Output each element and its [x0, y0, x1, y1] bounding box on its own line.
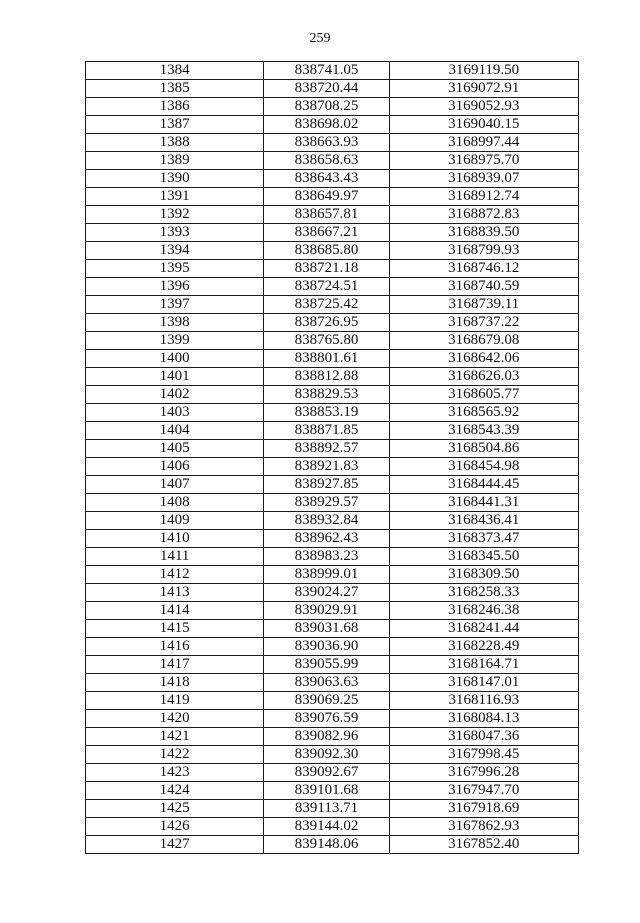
x-coordinate-cell: 838932.84 — [264, 512, 389, 530]
y-coordinate-cell: 3168737.22 — [389, 314, 578, 332]
y-coordinate-cell: 3168047.36 — [389, 728, 578, 746]
y-coordinate-cell: 3168345.50 — [389, 548, 578, 566]
x-coordinate-cell: 838658.63 — [264, 152, 389, 170]
y-coordinate-cell: 3167852.40 — [389, 836, 578, 854]
x-coordinate-cell: 838812.88 — [264, 368, 389, 386]
table-row — [86, 242, 579, 260]
y-coordinate-cell: 3168309.50 — [389, 566, 578, 584]
table-row — [86, 134, 579, 152]
x-coordinate-cell: 838720.44 — [264, 80, 389, 98]
x-coordinate-cell: 838853.19 — [264, 404, 389, 422]
y-coordinate-cell: 3168164.71 — [389, 656, 578, 674]
y-coordinate-cell: 3169072.91 — [389, 80, 578, 98]
x-coordinate-cell: 838663.93 — [264, 134, 389, 152]
table-row — [86, 728, 579, 746]
point-number-cell: 1396 — [86, 278, 264, 296]
y-coordinate-cell: 3168679.08 — [389, 332, 578, 350]
table-row — [86, 710, 579, 728]
point-number-cell: 1424 — [86, 782, 264, 800]
table-row — [86, 548, 579, 566]
table-row — [86, 188, 579, 206]
table-row — [86, 278, 579, 296]
y-coordinate-cell: 3168746.12 — [389, 260, 578, 278]
point-number-cell: 1405 — [86, 440, 264, 458]
table-row — [86, 422, 579, 440]
table-row — [86, 692, 579, 710]
coordinate-table — [85, 61, 579, 854]
y-coordinate-cell: 3168084.13 — [389, 710, 578, 728]
y-coordinate-cell: 3168740.59 — [389, 278, 578, 296]
x-coordinate-cell: 838962.43 — [264, 530, 389, 548]
table-row — [86, 440, 579, 458]
x-coordinate-cell: 839092.30 — [264, 746, 389, 764]
point-number-cell: 1403 — [86, 404, 264, 422]
y-coordinate-cell: 3168241.44 — [389, 620, 578, 638]
x-coordinate-cell: 838999.01 — [264, 566, 389, 584]
point-number-cell: 1398 — [86, 314, 264, 332]
page-number: 259 — [309, 31, 331, 46]
point-number-cell: 1427 — [86, 836, 264, 854]
point-number-cell: 1423 — [86, 764, 264, 782]
point-number-cell: 1421 — [86, 728, 264, 746]
x-coordinate-cell: 839144.02 — [264, 818, 389, 836]
y-coordinate-cell: 3168912.74 — [389, 188, 578, 206]
y-coordinate-cell: 3169119.50 — [389, 62, 578, 80]
x-coordinate-cell: 838726.95 — [264, 314, 389, 332]
point-number-cell: 1388 — [86, 134, 264, 152]
table-row — [86, 800, 579, 818]
x-coordinate-cell: 838871.85 — [264, 422, 389, 440]
y-coordinate-cell: 3168441.31 — [389, 494, 578, 512]
point-number-cell: 1390 — [86, 170, 264, 188]
x-coordinate-cell: 839113.71 — [264, 800, 389, 818]
table-row — [86, 224, 579, 242]
y-coordinate-cell: 3168228.49 — [389, 638, 578, 656]
x-coordinate-cell: 838643.43 — [264, 170, 389, 188]
y-coordinate-cell: 3168543.39 — [389, 422, 578, 440]
y-coordinate-cell: 3167862.93 — [389, 818, 578, 836]
y-coordinate-cell: 3168246.38 — [389, 602, 578, 620]
point-number-cell: 1399 — [86, 332, 264, 350]
y-coordinate-cell: 3168116.93 — [389, 692, 578, 710]
table-row — [86, 116, 579, 134]
table-row — [86, 80, 579, 98]
point-number-cell: 1407 — [86, 476, 264, 494]
x-coordinate-cell: 838801.61 — [264, 350, 389, 368]
table-row — [86, 530, 579, 548]
table-row — [86, 368, 579, 386]
table-row — [86, 494, 579, 512]
table-row — [86, 638, 579, 656]
table-row — [86, 620, 579, 638]
point-number-cell: 1389 — [86, 152, 264, 170]
y-coordinate-cell: 3168147.01 — [389, 674, 578, 692]
y-coordinate-cell: 3168504.86 — [389, 440, 578, 458]
table-row — [86, 332, 579, 350]
y-coordinate-cell: 3167998.45 — [389, 746, 578, 764]
x-coordinate-cell: 838829.53 — [264, 386, 389, 404]
y-coordinate-cell: 3168799.93 — [389, 242, 578, 260]
point-number-cell: 1410 — [86, 530, 264, 548]
point-number-cell: 1417 — [86, 656, 264, 674]
table-row — [86, 818, 579, 836]
x-coordinate-cell: 838765.80 — [264, 332, 389, 350]
point-number-cell: 1401 — [86, 368, 264, 386]
y-coordinate-cell: 3168872.83 — [389, 206, 578, 224]
y-coordinate-cell: 3168436.41 — [389, 512, 578, 530]
x-coordinate-cell: 839029.91 — [264, 602, 389, 620]
table-row — [86, 836, 579, 854]
y-coordinate-cell: 3168642.06 — [389, 350, 578, 368]
x-coordinate-cell: 839076.59 — [264, 710, 389, 728]
x-coordinate-cell: 839024.27 — [264, 584, 389, 602]
x-coordinate-cell: 838892.57 — [264, 440, 389, 458]
table-row — [86, 98, 579, 116]
table-row — [86, 62, 579, 80]
point-number-cell: 1394 — [86, 242, 264, 260]
point-number-cell: 1414 — [86, 602, 264, 620]
table-row — [86, 260, 579, 278]
x-coordinate-cell: 839082.96 — [264, 728, 389, 746]
y-coordinate-cell: 3168454.98 — [389, 458, 578, 476]
y-coordinate-cell: 3168997.44 — [389, 134, 578, 152]
y-coordinate-cell: 3168605.77 — [389, 386, 578, 404]
x-coordinate-cell: 839069.25 — [264, 692, 389, 710]
point-number-cell: 1392 — [86, 206, 264, 224]
point-number-cell: 1393 — [86, 224, 264, 242]
point-number-cell: 1387 — [86, 116, 264, 134]
point-number-cell: 1415 — [86, 620, 264, 638]
y-coordinate-cell: 3169040.15 — [389, 116, 578, 134]
table-row — [86, 350, 579, 368]
x-coordinate-cell: 839063.63 — [264, 674, 389, 692]
x-coordinate-cell: 839092.67 — [264, 764, 389, 782]
table-row — [86, 764, 579, 782]
y-coordinate-cell: 3168444.45 — [389, 476, 578, 494]
y-coordinate-cell: 3168373.47 — [389, 530, 578, 548]
y-coordinate-cell: 3168739.11 — [389, 296, 578, 314]
point-number-cell: 1408 — [86, 494, 264, 512]
x-coordinate-cell: 838649.97 — [264, 188, 389, 206]
point-number-cell: 1418 — [86, 674, 264, 692]
table-row — [86, 602, 579, 620]
point-number-cell: 1395 — [86, 260, 264, 278]
point-number-cell: 1406 — [86, 458, 264, 476]
point-number-cell: 1411 — [86, 548, 264, 566]
x-coordinate-cell: 838927.85 — [264, 476, 389, 494]
x-coordinate-cell: 838708.25 — [264, 98, 389, 116]
x-coordinate-cell: 838741.05 — [264, 62, 389, 80]
table-row — [86, 782, 579, 800]
x-coordinate-cell: 839055.99 — [264, 656, 389, 674]
point-number-cell: 1426 — [86, 818, 264, 836]
x-coordinate-cell: 838725.42 — [264, 296, 389, 314]
point-number-cell: 1386 — [86, 98, 264, 116]
x-coordinate-cell: 838667.21 — [264, 224, 389, 242]
point-number-cell: 1413 — [86, 584, 264, 602]
table-row — [86, 404, 579, 422]
coordinate-table-body — [86, 62, 579, 854]
point-number-cell: 1404 — [86, 422, 264, 440]
y-coordinate-cell: 3167996.28 — [389, 764, 578, 782]
table-row — [86, 674, 579, 692]
table-row — [86, 458, 579, 476]
table-row — [86, 566, 579, 584]
table-row — [86, 314, 579, 332]
table-row — [86, 656, 579, 674]
x-coordinate-cell: 839036.90 — [264, 638, 389, 656]
x-coordinate-cell: 838929.57 — [264, 494, 389, 512]
x-coordinate-cell: 838921.83 — [264, 458, 389, 476]
x-coordinate-cell: 839031.68 — [264, 620, 389, 638]
point-number-cell: 1384 — [86, 62, 264, 80]
point-number-cell: 1397 — [86, 296, 264, 314]
table-row — [86, 512, 579, 530]
point-number-cell: 1409 — [86, 512, 264, 530]
point-number-cell: 1400 — [86, 350, 264, 368]
y-coordinate-cell: 3168626.03 — [389, 368, 578, 386]
x-coordinate-cell: 838657.81 — [264, 206, 389, 224]
x-coordinate-cell: 838724.51 — [264, 278, 389, 296]
point-number-cell: 1385 — [86, 80, 264, 98]
point-number-cell: 1402 — [86, 386, 264, 404]
point-number-cell: 1422 — [86, 746, 264, 764]
y-coordinate-cell: 3167947.70 — [389, 782, 578, 800]
table-row — [86, 296, 579, 314]
x-coordinate-cell: 839101.68 — [264, 782, 389, 800]
table-row — [86, 170, 579, 188]
point-number-cell: 1416 — [86, 638, 264, 656]
x-coordinate-cell: 838685.80 — [264, 242, 389, 260]
y-coordinate-cell: 3167918.69 — [389, 800, 578, 818]
point-number-cell: 1420 — [86, 710, 264, 728]
y-coordinate-cell: 3168975.70 — [389, 152, 578, 170]
point-number-cell: 1419 — [86, 692, 264, 710]
x-coordinate-cell: 838698.02 — [264, 116, 389, 134]
y-coordinate-cell: 3168839.50 — [389, 224, 578, 242]
table-row — [86, 476, 579, 494]
x-coordinate-cell: 839148.06 — [264, 836, 389, 854]
table-row — [86, 746, 579, 764]
point-number-cell: 1425 — [86, 800, 264, 818]
y-coordinate-cell: 3168258.33 — [389, 584, 578, 602]
table-row — [86, 584, 579, 602]
point-number-cell: 1412 — [86, 566, 264, 584]
y-coordinate-cell: 3168565.92 — [389, 404, 578, 422]
y-coordinate-cell: 3168939.07 — [389, 170, 578, 188]
y-coordinate-cell: 3169052.93 — [389, 98, 578, 116]
table-row — [86, 206, 579, 224]
point-number-cell: 1391 — [86, 188, 264, 206]
x-coordinate-cell: 838983.23 — [264, 548, 389, 566]
x-coordinate-cell: 838721.18 — [264, 260, 389, 278]
table-row — [86, 386, 579, 404]
table-row — [86, 152, 579, 170]
